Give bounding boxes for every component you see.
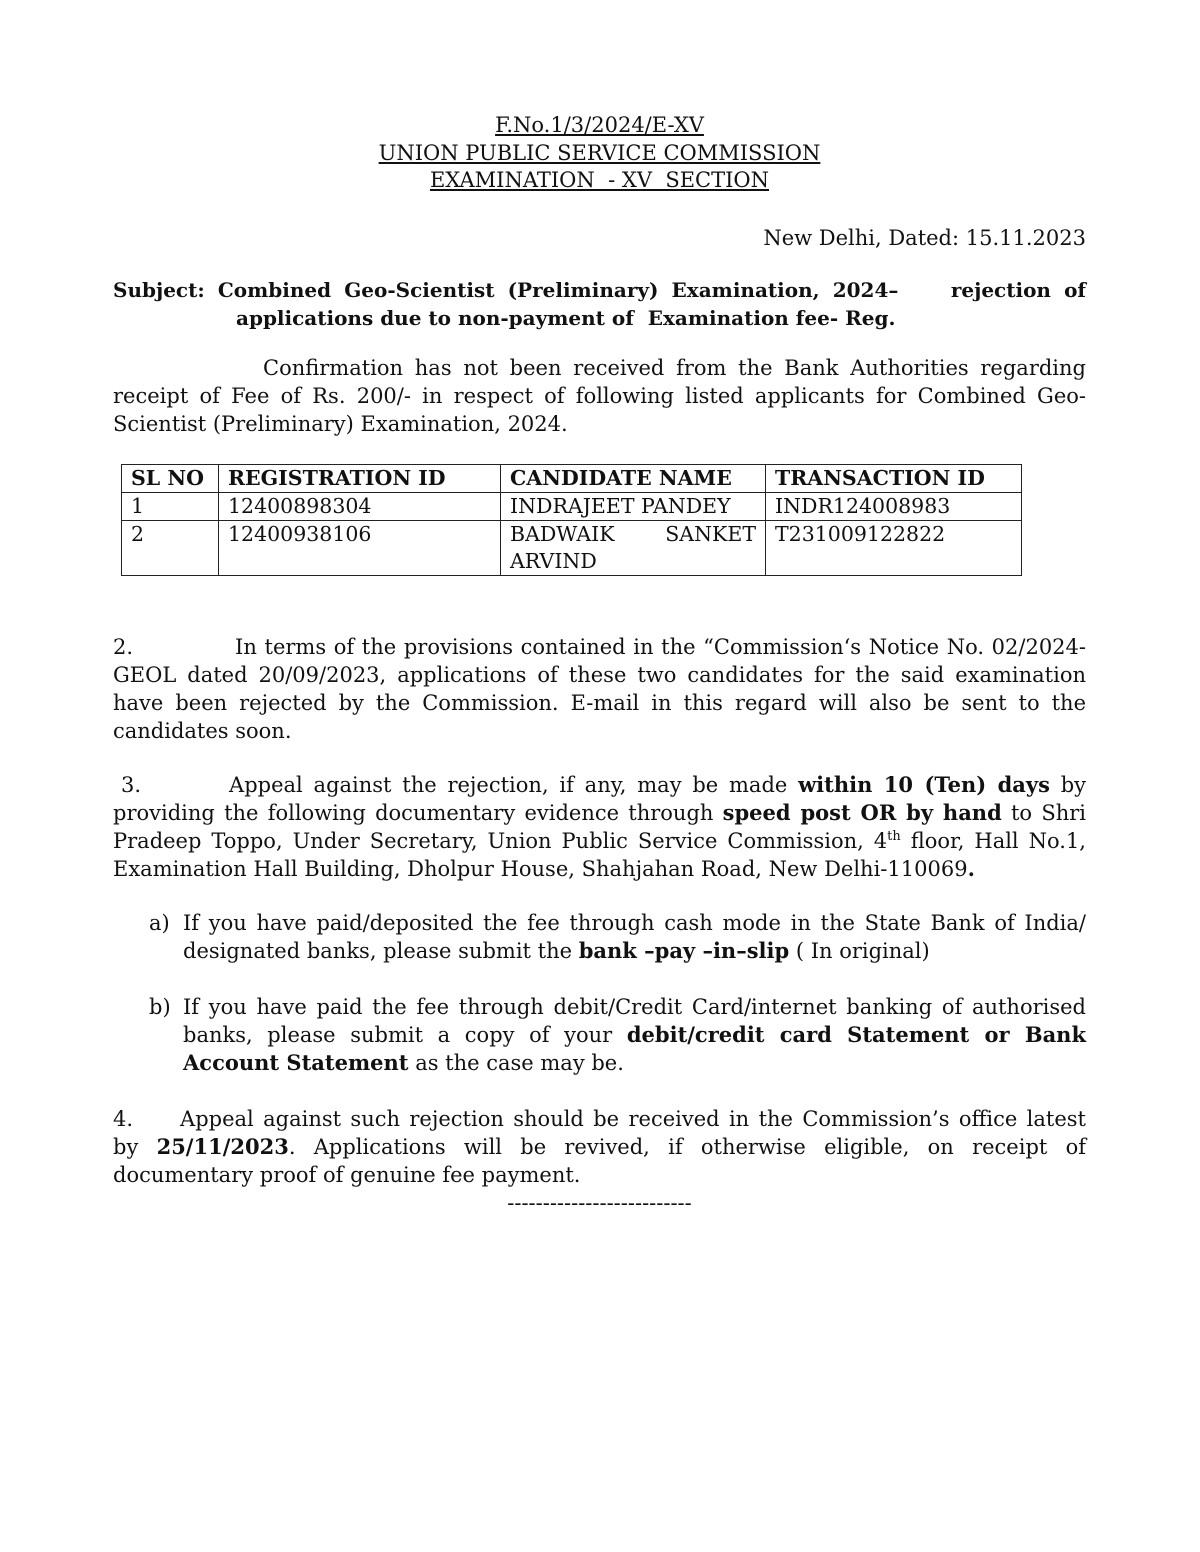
list-text: ( In original) [789,938,930,963]
deadline-emphasis: within 10 (Ten) days [798,771,1050,797]
cell-sl-no: 1 [122,492,219,520]
paragraph-number: 4. [113,1106,134,1131]
header-registration-id: REGISTRATION ID [219,464,501,492]
header-candidate-name: CANDIDATE NAME [501,464,766,492]
date-emphasis: 25/11/2023 [156,1133,289,1159]
delivery-mode-emphasis: speed post OR by hand [722,799,1002,825]
header-sl-no: SL NO [122,464,219,492]
paragraph-text: Appeal against the rejection, if any, may be made [229,772,799,797]
list-marker: b) [149,994,171,1019]
cell-transaction-id: INDR124008983 [766,492,1022,520]
list-item [149,909,1086,965]
cell-sl-no: 2 [122,520,219,575]
table-row [122,520,1022,575]
paragraph-3 [113,771,1086,883]
intro-paragraph: Confirmation has not been received from the Bank Authorities regarding receipt of Fee of Rs. 200/- in respect of following listed applicants for Combined Geo-Scientist (Preliminary) Examination, 2024. [113,355,1086,436]
section-name: EXAMINATION - XV SECTION [429,168,770,192]
document-emphasis: bank –pay –in–slip [578,937,790,963]
subject-line [113,276,1093,332]
cell-candidate-name: INDRAJEET PANDEY [501,492,766,520]
evidence-list [113,909,1086,1077]
document-emphasis: debit/credit card Statement or Bank Account Statement [183,1021,1087,1075]
cell-candidate-name: BADWAIK SANKET ARVIND [501,520,766,575]
ordinal-suffix: th [887,828,901,844]
document-page [113,112,1093,1217]
organization-name: UNION PUBLIC SERVICE COMMISSION [378,140,821,165]
list-marker: a) [149,910,170,935]
subject-text: Combined Geo-Scientist (Preliminary) Examination, 2024– rejection of applications due to non-payment of Examination fee- Reg. [217,277,1093,330]
paragraph-2 [113,633,1086,745]
date-line: New Delhi, Dated: 15.11.2023 [763,225,1086,250]
cell-transaction-id: T231009122822 [766,520,1022,575]
file-number: F.No.1/3/2024/E-XV [495,113,704,137]
document-header [113,112,1086,195]
paragraph-text: by providing the following documentary evidence through [113,772,1087,825]
list-item [149,993,1087,1077]
list-text: If you have paid the fee through debit/Credit Card/internet banking of authorised banks, please submit a copy of your [183,994,1086,1047]
paragraph-text: Appeal against such rejection should be received in the Commission’s office latest by [113,1106,1086,1159]
cell-registration-id: 12400898304 [219,492,501,520]
end-of-document-line: -------------------------- [507,1190,692,1215]
paragraph-4 [113,1105,1086,1189]
table-header-row [122,464,1022,492]
table-row [122,492,1022,520]
list-text: as the case may be. [408,1050,624,1075]
list-text: If you have paid/deposited the fee through cash mode in the State Bank of India/ designated banks, please submit the [183,910,1086,963]
paragraph-text: floor, Hall No.1, Examination Hall Building, Dholpur House, Shahjahan Road, New Delhi-110069 [113,828,1086,881]
paragraph-number: 2. [113,634,134,659]
header-transaction-id: TRANSACTION ID [766,464,1022,492]
paragraph-text: . Applications will be revived, if otherwise eligible, on receipt of documentary proof of genuine fee payment. [113,1134,1086,1187]
subject-label: Subject: [113,277,205,302]
cell-registration-id: 12400938106 [219,520,501,575]
period: . [967,855,975,881]
applicants-table [121,464,1022,576]
paragraph-text: In terms of the provisions contained in the “Commission‘s Notice No. 02/2024-GEOL dated 20/09/2023, applications of these two candidates for the said examination have been rejected by the Commission. E-mail in this regard will also be sent to the candidates soon. [113,634,1086,743]
paragraph-number: 3. [121,772,142,797]
paragraph-text: to Shri Pradeep Toppo, Under Secretary, Union Public Service Commission, 4 [113,800,1086,853]
